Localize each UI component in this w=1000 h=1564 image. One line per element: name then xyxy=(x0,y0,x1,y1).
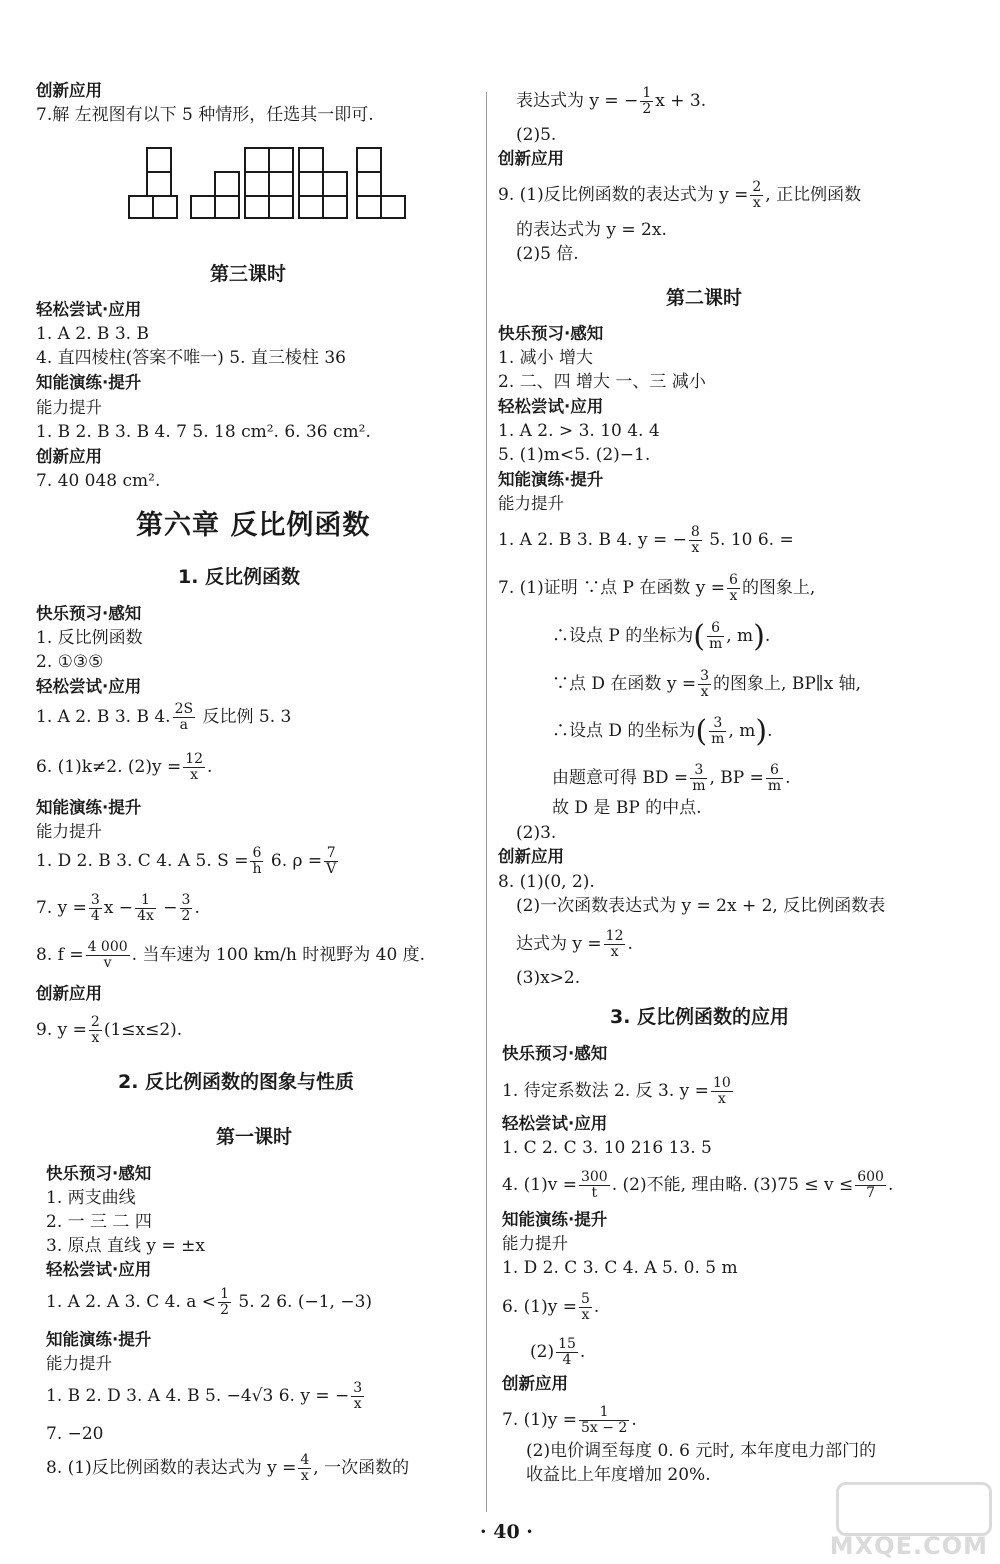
answer-line: 的表达式为 y = 2x. xyxy=(516,220,667,240)
answer-line: 1. A 2. B 3. B 4. y = − $\frac{8}{x}$ 5. 10 6. = xyxy=(498,524,794,556)
answer-line: 表达式为 y = − $\frac{1}{2}$ x + 3. xyxy=(516,85,707,117)
answer-line: 7. y = $\frac{3}{4}$ x − $\frac{1}{4x}$ − $\frac{3}{2}$ . xyxy=(36,892,200,924)
answer-line: ∴设点 P 的坐标为( $\frac{6}{m}$ , m). xyxy=(552,618,771,654)
figure-1 xyxy=(129,148,177,218)
section-heading: 轻松尝试·应用 xyxy=(36,300,142,319)
figure-4 xyxy=(299,148,347,218)
lesson-title: 第一课时 xyxy=(216,1126,293,1148)
fraction: $\frac{1}{4x}$ xyxy=(137,892,154,924)
fraction: $\frac{6}{m}$ xyxy=(708,620,723,652)
fraction: $\frac{6}{m}$ xyxy=(767,762,782,794)
fraction: $\frac{1}{2}$ xyxy=(220,1286,229,1318)
section-title: 2. 反比例函数的图象与性质 xyxy=(118,1071,355,1093)
fraction: $\frac{3}{4}$ xyxy=(90,892,100,924)
fraction: $\frac{1}{2}$ xyxy=(642,85,652,117)
answer-line: 1. 两支曲线 xyxy=(46,1188,136,1208)
section-heading: 知能演练·提升 xyxy=(36,373,142,392)
section-title: 3. 反比例函数的应用 xyxy=(610,1006,790,1028)
watermark-logo xyxy=(829,1482,992,1560)
answer-line: 7. −20 xyxy=(46,1424,104,1444)
answer-line: 1. B 2. D 3. A 4. B 5. −4√3 6. y = − $\frac{3}{x}$ xyxy=(46,1380,363,1412)
answer-line: (2) $\frac{15}{4}$ . xyxy=(530,1336,586,1368)
answer-line: 收益比上年度增加 20%. xyxy=(526,1465,711,1485)
answer-line: 6. (1)k≠2. (2)y = $\frac{12}{x}$ . xyxy=(36,751,213,783)
section-title: 1. 反比例函数 xyxy=(178,566,301,588)
answer-line: 3. 原点 直线 y = ±x xyxy=(46,1236,205,1256)
fraction: $\frac{2S}{a}$ xyxy=(174,701,194,733)
section-heading: 轻松尝试·应用 xyxy=(36,677,142,696)
fraction: $\frac{3}{m}$ xyxy=(692,762,706,794)
section-heading: 知能演练·提升 xyxy=(502,1210,608,1229)
answer-line: 9. (1)反比例函数的表达式为 y = $\frac{2}{x}$ , 正比例函数 xyxy=(498,179,862,211)
answer-line: 6. (1)y = $\frac{5}{x}$ . xyxy=(502,1291,600,1323)
sub-heading: 能力提升 xyxy=(36,822,102,841)
fraction: $\frac{3}{x}$ xyxy=(353,1380,363,1412)
fraction: $\frac{600}{7}$ xyxy=(857,1169,884,1201)
section-heading: 轻松尝试·应用 xyxy=(46,1260,152,1279)
section-heading: 知能演练·提升 xyxy=(36,798,142,817)
fraction: $\frac{1}{5x - 2}$ xyxy=(580,1404,628,1436)
section-heading: 创新应用 xyxy=(498,847,564,866)
fraction: $\frac{12}{x}$ xyxy=(605,928,624,960)
answer-line: 2. ①③⑤ xyxy=(36,652,104,672)
answer-line: 7. (1)证明 ∵点 P 在函数 y = $\frac{6}{x}$ 的图象上, xyxy=(498,572,816,604)
section-heading: 创新应用 xyxy=(498,149,564,168)
answer-line: 由题意可得 BD = $\frac{3}{m}$ , BP = $\frac{6}{m}$ . xyxy=(552,762,791,794)
answer-line: 1. 待定系数法 2. 反 3. y = $\frac{10}{x}$ xyxy=(502,1075,731,1107)
answer-line: (2)5 倍. xyxy=(516,244,579,264)
section-heading: 创新应用 xyxy=(502,1374,568,1393)
fraction: $\frac{7}{V}$ xyxy=(326,845,337,877)
section-heading: 快乐预习·感知 xyxy=(46,1164,152,1183)
answer-line: 2. 一 三 二 四 xyxy=(46,1212,152,1232)
fraction: $\frac{4 000}{v}$ xyxy=(87,939,128,971)
figure-2 xyxy=(191,172,239,218)
sub-heading: 能力提升 xyxy=(502,1234,568,1253)
answer-line: 5. (1)m<5. (2)−1. xyxy=(498,445,651,465)
figure-3 xyxy=(245,148,293,218)
answer-line: 达式为 y = $\frac{12}{x}$ . xyxy=(516,928,633,960)
page-number: · 40 · xyxy=(480,1521,533,1543)
section-heading: 快乐预习·感知 xyxy=(36,604,142,623)
fraction: $\frac{300}{t}$ xyxy=(580,1169,608,1201)
heading-innovation: 创新应用 xyxy=(36,81,102,100)
answer-line: 7. (1)y = $\frac{1}{5x - 2}$ . xyxy=(502,1404,637,1436)
answer-line: 9. y = $\frac{2}{x}$ (1≤x≤2). xyxy=(36,1014,183,1046)
sub-heading: 能力提升 xyxy=(36,398,102,417)
answer-line: 1. 减小 增大 xyxy=(498,348,594,368)
left-view-figures xyxy=(127,146,407,220)
section-heading: 知能演练·提升 xyxy=(498,470,604,489)
answer-line: 1. D 2. B 3. C 4. A 5. S = $\frac{6}{h}$ 6. ρ = $\frac{7}{V}$ xyxy=(36,845,337,877)
section-heading: 轻松尝试·应用 xyxy=(502,1114,608,1133)
answer-line: 8. (1)反比例函数的表达式为 y = $\frac{4}{x}$ , 一次函数的 xyxy=(46,1452,410,1484)
lesson-title: 第二课时 xyxy=(666,287,743,309)
fraction: $\frac{3}{m}$ xyxy=(711,715,725,747)
answer-line: ∵点 D 在函数 y = $\frac{3}{x}$ 的图象上, BP∥x 轴, xyxy=(552,668,862,700)
answer-line: 1. 反比例函数 xyxy=(36,628,143,648)
answer-line: 故 D 是 BP 的中点. xyxy=(552,798,702,818)
section-heading: 快乐预习·感知 xyxy=(498,324,604,343)
section-heading: 创新应用 xyxy=(36,447,102,466)
answer-line: (2)电价调至每度 0. 6 元时, 本年度电力部门的 xyxy=(526,1441,877,1461)
fraction: $\frac{2}{x}$ xyxy=(90,1014,100,1046)
answer-line: 1. A 2. B 3. B xyxy=(36,324,149,344)
answer-line: (3)x>2. xyxy=(516,968,581,988)
answer-line: 4. (1)v = $\frac{300}{t}$ . (2)不能, 理由略. (3)75 ≤ v ≤ $\frac{600}{7}$ . xyxy=(502,1169,894,1201)
answer-line: 8. f = $\frac{4 000}{v}$ . 当车速为 100 km/h 时视野为 40 度. xyxy=(36,939,426,971)
answer-line: 8. (1)(0, 2). xyxy=(498,872,595,892)
fraction: $\frac{4}{x}$ xyxy=(300,1452,310,1484)
answer-line: (2)3. xyxy=(516,823,557,843)
fraction: $\frac{12}{x}$ xyxy=(185,751,204,783)
fraction: $\frac{2}{x}$ xyxy=(752,179,762,211)
answer-line: 1. A 2. B 3. B 4. $\frac{2S}{a}$ 反比例 5. 3 xyxy=(36,701,292,733)
section-heading: 轻松尝试·应用 xyxy=(498,397,604,416)
answer-line: 1. C 2. C 3. 10 216 13. 5 xyxy=(502,1138,712,1158)
watermark-domain: MXQE.COM xyxy=(829,1532,988,1560)
fraction: $\frac{15}{4}$ xyxy=(558,1336,576,1368)
fraction: $\frac{8}{x}$ xyxy=(690,524,700,556)
lesson-title: 第三课时 xyxy=(210,263,287,285)
section-heading: 知能演练·提升 xyxy=(46,1330,152,1349)
section-heading: 快乐预习·感知 xyxy=(502,1044,608,1063)
answer-line: 1. A 2. > 3. 10 4. 4 xyxy=(498,421,660,441)
sub-heading: 能力提升 xyxy=(46,1354,112,1373)
fraction: $\frac{10}{x}$ xyxy=(712,1075,731,1107)
answer-line: (2)5. xyxy=(516,125,557,145)
fraction: $\frac{5}{x}$ xyxy=(580,1291,590,1323)
answer-line: 7.解 左视图有以下 5 种情形，任选其一即可. xyxy=(36,105,374,125)
column-divider xyxy=(486,92,487,1512)
fraction: $\frac{3}{x}$ xyxy=(700,668,710,700)
answer-line: 1. B 2. B 3. B 4. 7 5. 18 cm². 6. 36 cm². xyxy=(36,422,371,442)
answer-line: (2)一次函数表达式为 y = 2x + 2, 反比例函数表 xyxy=(516,896,886,916)
fraction: $\frac{6}{x}$ xyxy=(729,572,738,604)
answer-line: 7. 40 048 cm². xyxy=(36,471,161,491)
fraction: $\frac{6}{h}$ xyxy=(252,845,262,877)
figure-5 xyxy=(357,148,405,218)
answer-line: 4. 直四棱柱(答案不唯一) 5. 直三棱柱 36 xyxy=(36,348,346,368)
fraction: $\frac{3}{2}$ xyxy=(181,892,191,924)
answer-line: ∴设点 D 的坐标为( $\frac{3}{m}$ , m). xyxy=(552,713,773,749)
chapter-title: 第六章 反比例函数 xyxy=(136,510,371,541)
answer-line: 1. D 2. C 3. C 4. A 5. 0. 5 m xyxy=(502,1258,738,1278)
sub-heading: 能力提升 xyxy=(498,494,564,513)
section-heading: 创新应用 xyxy=(36,984,102,1003)
watermark-badge-icon xyxy=(836,1482,992,1536)
answer-line: 1. A 2. A 3. C 4. a < $\frac{1}{2}$ 5. 2 6. (−1, −3) xyxy=(46,1286,373,1318)
answer-line: 2. 二、四 增大 一、三 减小 xyxy=(498,372,706,392)
